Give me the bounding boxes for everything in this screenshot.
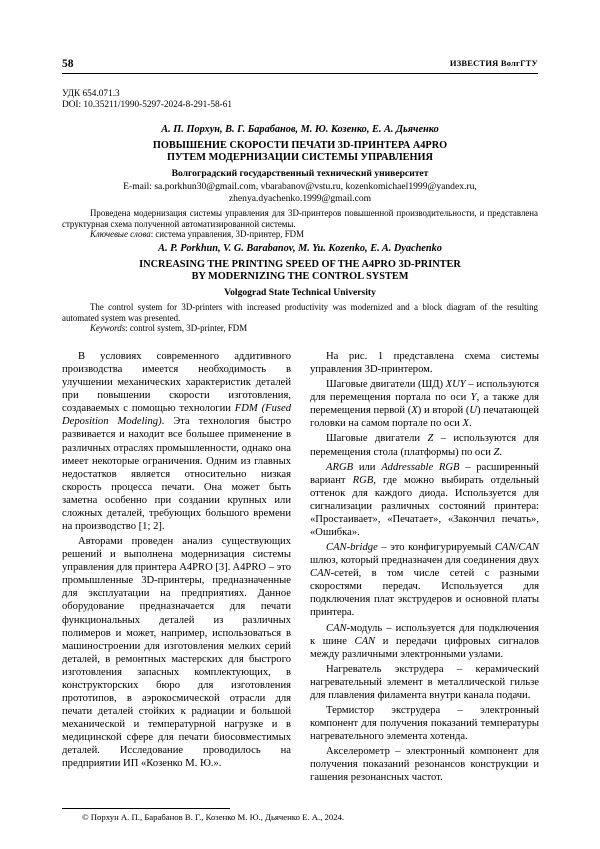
title-en-line1: INCREASING THE PRINTING SPEED OF THE A4PRO 3D-PRINTER bbox=[139, 259, 461, 270]
abstract-ru: Проведена модернизация системы управления для 3D-принтеров повышенной производительности, и представлена структурная схема полученной автоматизированной системы. bbox=[62, 208, 538, 229]
title-en-line2: BY MODERNIZING THE CONTROL SYSTEM bbox=[191, 271, 409, 282]
paragraph: ARGB или Addressable RGB – расширенный вариант RGB, где можно выбирать отдельный оттенок для каждого диода. Используется для сигнализации различных состояний принтера: «Простаивает», «Печатает», «Закончил печать», «Ошибка». bbox=[310, 461, 539, 539]
paragraph: Шаговые двигатели (ШД) XUY – используются для перемещения портала по оси Y, а также для перемещения первой (X) и второй (U) печатающей головки на самом портале по оси X. bbox=[310, 379, 539, 430]
authors-en: A. P. Porkhun, V. G. Barabanov, M. Yu. Kozenko, E. A. Dyachenko bbox=[158, 243, 442, 254]
abstract-en: The control system for 3D-printers with increased productivity was modernized and a block diagram of the resulting automated system was presented. bbox=[62, 302, 538, 323]
keywords-ru-text: : система управления, 3D-принтер, FDM bbox=[150, 229, 304, 239]
keywords-en bbox=[90, 323, 247, 333]
paragraph: Шаговые двигатели Z – используются для перемещения стола (платформы) по оси Z. bbox=[310, 433, 539, 458]
paragraph: На рис. 1 представлена схема системы управления 3D-принтером. bbox=[310, 351, 539, 376]
paragraph: Нагреватель экструдера – керамический нагревательный элемент в металлической гильзе для плавления филамента внутри канала подачи. bbox=[310, 663, 539, 701]
title-ru-line2: ПУТЕМ МОДЕРНИЗАЦИИ СИСТЕМЫ УПРАВЛЕНИЯ bbox=[166, 152, 433, 163]
body-left-column bbox=[62, 350, 291, 771]
email-line2: zhenya.dyachenko.1999@gmail.com bbox=[228, 193, 372, 204]
title-ru-line1: ПОВЫШЕНИЕ СКОРОСТИ ПЕЧАТИ 3D-ПРИНТЕРА A4PRO bbox=[152, 140, 448, 151]
paragraph: В условиях современного аддитивного производства имеется необходимость в улучшении механических характеристик деталей при повышении скорости изготовления, создаваемых с помощью технологии FDM (Fused Deposition Modeling). Эта технология быстро развивается и находит все большее применение в различных отраслях промышленности, однако она имеет некоторые ограничения. Одним из главных недостатков является относительно низкая скорость процесса печати. Она может быть заметна особенно при создании крупных или сложных деталей, требующих большого времени на производство [1; 2]. bbox=[62, 351, 292, 533]
authors-ru: А. П. Порхун, В. Г. Барабанов, М. Ю. Козенко, Е. А. Дьяченко bbox=[161, 124, 439, 135]
keywords-en-label: Keywords bbox=[90, 323, 126, 333]
keywords-en-text: : control system, 3D-printer, FDM bbox=[125, 323, 248, 333]
keywords-ru-label: Ключевые слова bbox=[90, 229, 151, 239]
paragraph: CAN-bridge – это конфигурируемый CAN/CAN шлюз, который предназначен для соединения двух CAN-сетей, в том числе сетей с разными скоростями передач. Используется для подключения плат экструдеров и основной платы принтера. bbox=[310, 542, 539, 619]
keywords-ru bbox=[90, 229, 304, 239]
paragraph: CAN-модуль – используется для подключения к шине CAN и передачи цифровых сигналов между различными электронными узлами. bbox=[310, 622, 539, 660]
paragraph: Авторами проведен анализ существующих решений и выполнена модернизация системы управления для принтера A4PRO [3]. A4PRO – это промышленные 3D-принтеры, предназначенные для эксплуатации на предприятиях. Данное оборудование предназначается для печати функциональных деталей из различных полимеров и может, например, использоваться в машиностроении для изготовления мелких серий деталей, в ремонтных мастерских для быстрого изготовления запасных комплектующих, в конструкторских бюро для изготовления прототипов, в аэрокосмической отрасли для печати деталей стойких к радиации и большой механической и температурной нагрузке и в медицинской сфере для печати биосовместимых деталей. Исследование проводилось на предприятии ИП «Козенко М. Ю.». bbox=[62, 536, 291, 770]
body-right-column bbox=[310, 350, 539, 785]
journal-title: ИЗВЕСТИЯ ВолгГТУ bbox=[449, 58, 538, 68]
paragraph: Термистор экструдера – электронный компонент для получения показаний температуры нагревательного элемента хотенда. bbox=[310, 705, 539, 743]
doi: DOI: 10.35211/1990-5297-2024-8-291-58-61 bbox=[62, 100, 233, 110]
footnote-rule bbox=[62, 808, 230, 809]
affiliation-ru: Волгоградский государственный технический университет bbox=[171, 168, 429, 179]
copyright-footnote: © Порхун А. П., Барабанов В. Г., Козенко М. Ю., Дьяченко Е. А., 2024. bbox=[82, 812, 345, 822]
affiliation-en: Volgograd State Technical University bbox=[224, 287, 376, 298]
paragraph: Акселерометр – электронный компонент для получения показаний резонансов конструкции и гашения резонансных частот. bbox=[310, 746, 539, 784]
page-number: 58 bbox=[62, 58, 74, 70]
header-rule bbox=[62, 73, 538, 74]
email-line1: E-mail: sa.porkhun30@gmail.com, vbarabanov@vstu.ru, kozenkomichael1999@yandex.ru, bbox=[123, 181, 477, 192]
udc-code: УДК 654.071.3 bbox=[62, 89, 120, 99]
